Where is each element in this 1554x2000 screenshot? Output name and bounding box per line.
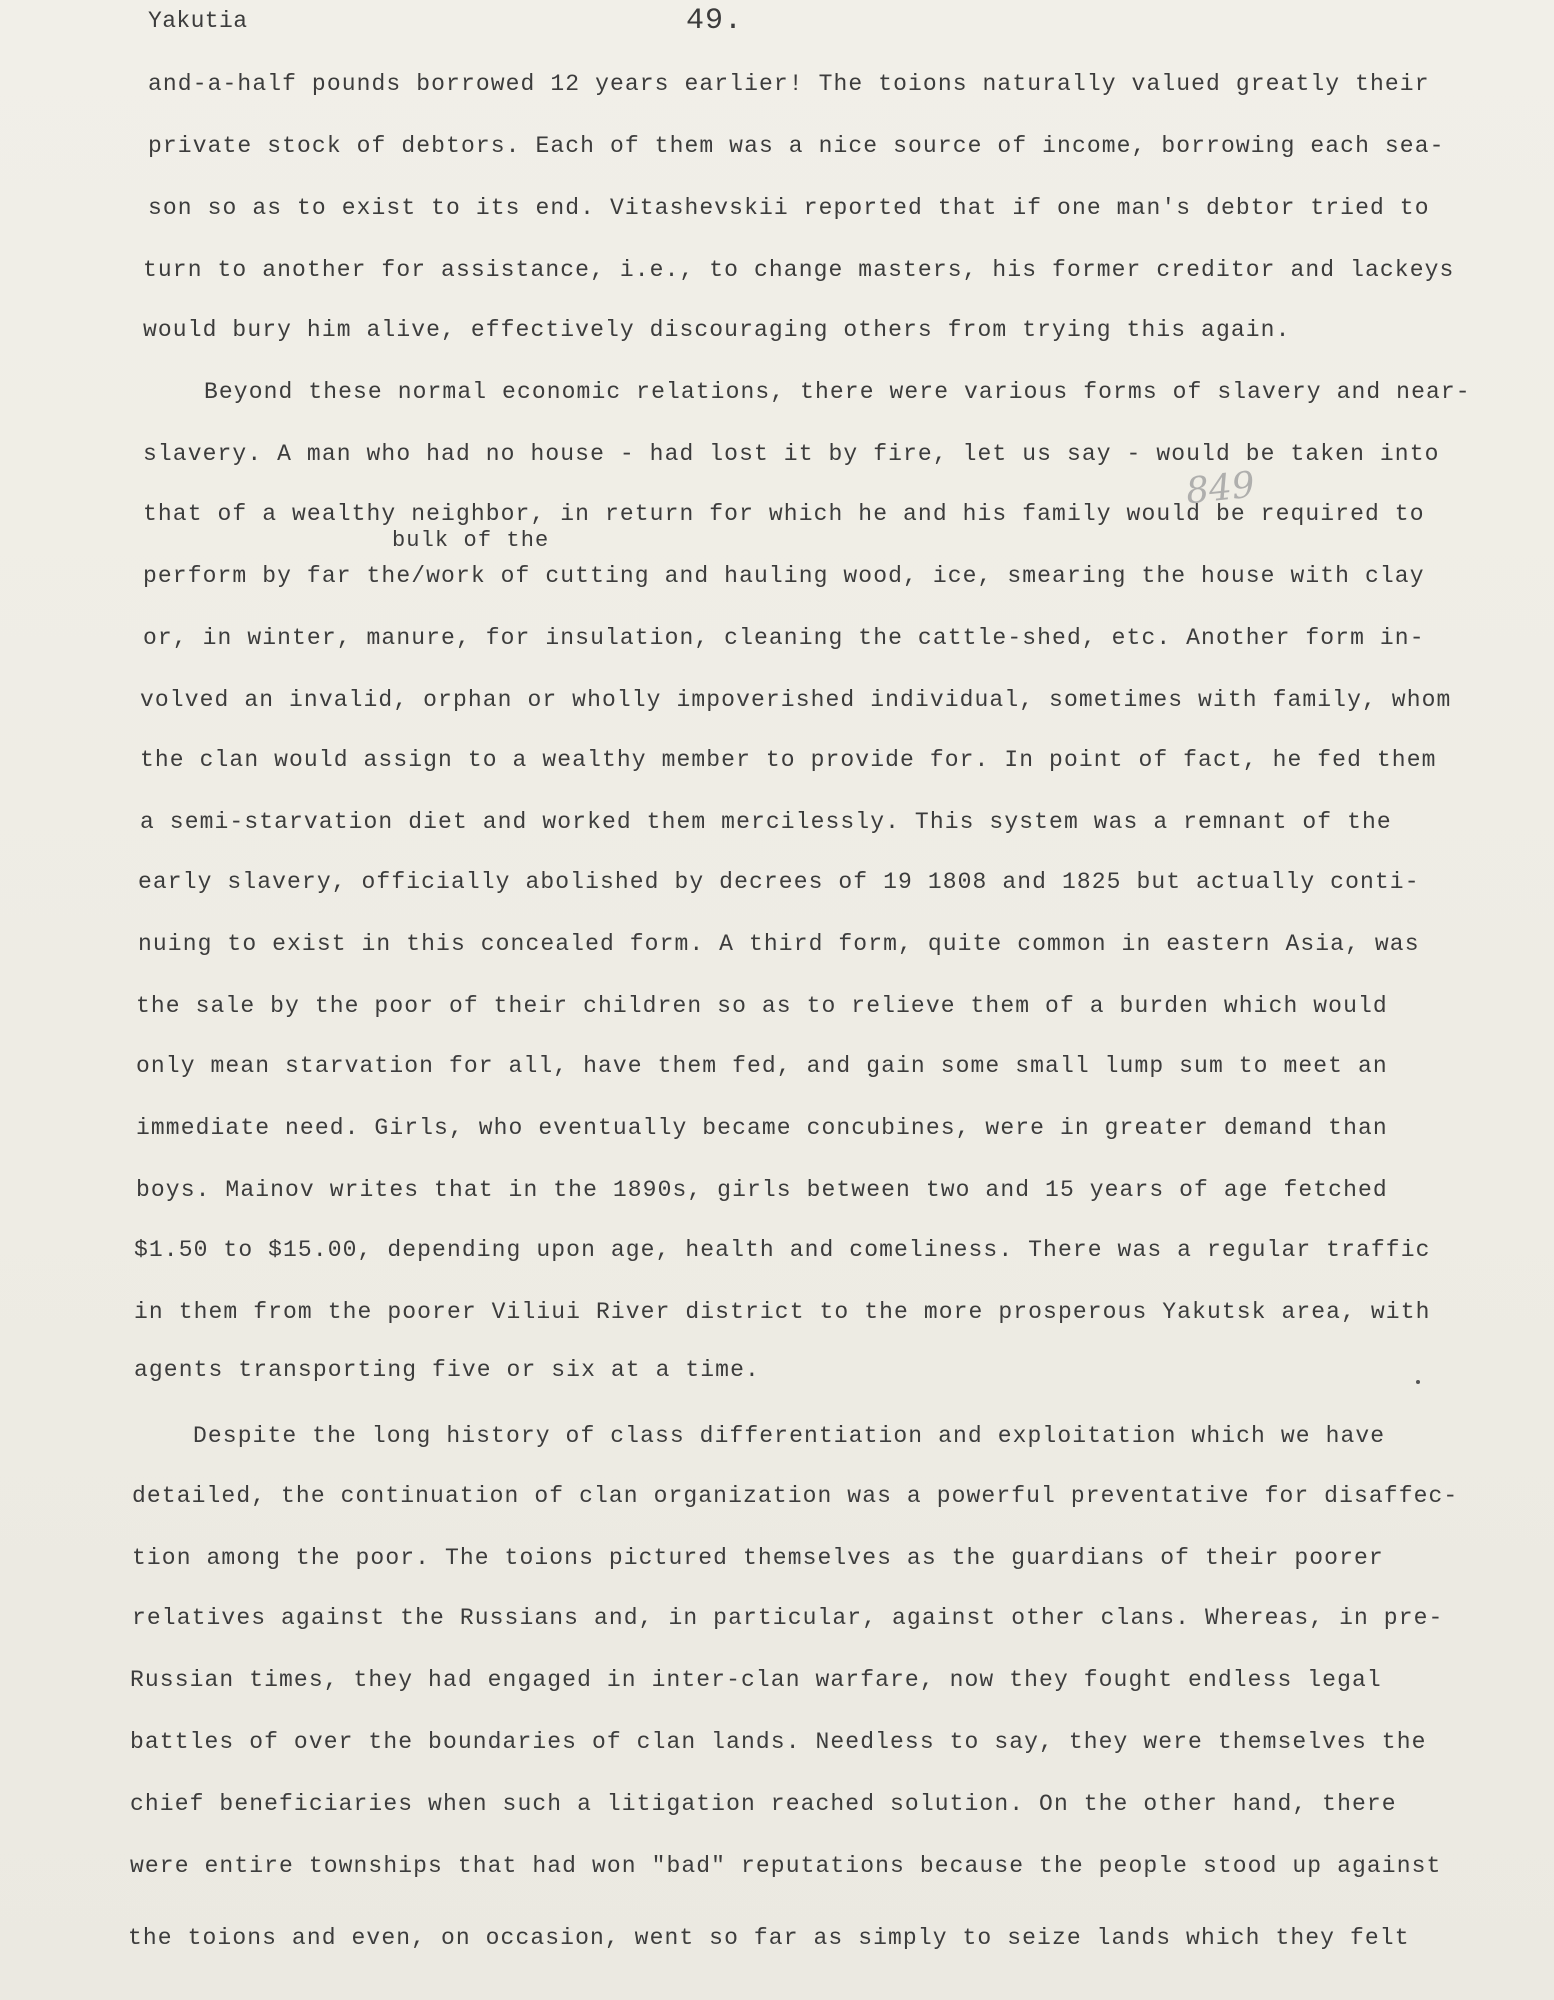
stray-mark <box>1416 1380 1420 1384</box>
text-line: that of a wealthy neighbor, in return for which he and his family would be required to <box>143 501 1425 527</box>
text-line: a semi-starvation diet and worked them mercilessly. This system was a remnant of the <box>140 809 1392 835</box>
text-line: perform by far the/work of cutting and hauling wood, ice, smearing the house with clay <box>143 563 1425 589</box>
text-line: the toions and even, on occasion, went so far as simply to seize lands which they felt <box>128 1925 1410 1951</box>
text-line: in them from the poorer Viliui River district to the more prosperous Yakutsk area, with <box>134 1299 1431 1325</box>
page-number: 49. <box>686 4 744 38</box>
text-line: only mean starvation for all, have them fed, and gain some small lump sum to meet an <box>136 1053 1388 1079</box>
text-line: slavery. A man who had no house - had lost it by fire, let us say - would be taken into <box>143 441 1440 467</box>
text-line: relatives against the Russians and, in particular, against other clans. Whereas, in pre- <box>132 1605 1444 1631</box>
text-line: were entire townships that had won "bad" reputations because the people stood up against <box>130 1853 1442 1879</box>
text-line: the sale by the poor of their children so as to relieve them of a burden which would <box>136 993 1388 1019</box>
running-title: Yakutia <box>148 8 248 34</box>
text-line: volved an invalid, orphan or wholly impoverished individual, sometimes with family, whom <box>140 687 1452 713</box>
text-line: battles of over the boundaries of clan lands. Needless to say, they were themselves the <box>130 1729 1427 1755</box>
text-line: agents transporting five or six at a time. <box>134 1357 760 1383</box>
text-line: tion among the poor. The toions pictured themselves as the guardians of their poorer <box>132 1545 1384 1571</box>
text-line: Beyond these normal economic relations, there were various forms of slavery and near- <box>204 379 1471 405</box>
pencil-page-number: 849 <box>1184 464 1257 513</box>
text-line: immediate need. Girls, who eventually became concubines, were in greater demand than <box>136 1115 1388 1141</box>
text-line: chief beneficiaries when such a litigation reached solution. On the other hand, there <box>130 1791 1397 1817</box>
text-line: turn to another for assistance, i.e., to change masters, his former creditor and lackeys <box>143 257 1455 283</box>
text-line: $1.50 to $15.00, depending upon age, health and comeliness. There was a regular traffic <box>134 1237 1431 1263</box>
text-line: early slavery, officially abolished by decrees of 19 1808 and 1825 but actually conti- <box>138 869 1420 895</box>
text-line: private stock of debtors. Each of them was a nice source of income, borrowing each sea- <box>148 133 1445 159</box>
text-line: and-a-half pounds borrowed 12 years earlier! The toions naturally valued greatly their <box>148 71 1430 97</box>
text-line: detailed, the continuation of clan organization was a powerful preventative for disaffec- <box>132 1483 1459 1509</box>
text-line: Despite the long history of class differentiation and exploitation which we have <box>193 1423 1386 1449</box>
text-line: boys. Mainov writes that in the 1890s, girls between two and 15 years of age fetched <box>136 1177 1388 1203</box>
text-line: would bury him alive, effectively discouraging others from trying this again. <box>143 317 1291 343</box>
text-line: Russian times, they had engaged in inter-clan warfare, now they fought endless legal <box>130 1667 1382 1693</box>
text-line: son so as to exist to its end. Vitashevskii reported that if one man's debtor tried to <box>148 195 1430 221</box>
text-line: the clan would assign to a wealthy member to provide for. In point of fact, he fed them <box>140 747 1437 773</box>
text-line: nuing to exist in this concealed form. A third form, quite common in eastern Asia, was <box>138 931 1420 957</box>
typed-insertion: bulk of the <box>392 528 550 553</box>
text-line: or, in winter, manure, for insulation, cleaning the cattle-shed, etc. Another form in- <box>143 625 1425 651</box>
